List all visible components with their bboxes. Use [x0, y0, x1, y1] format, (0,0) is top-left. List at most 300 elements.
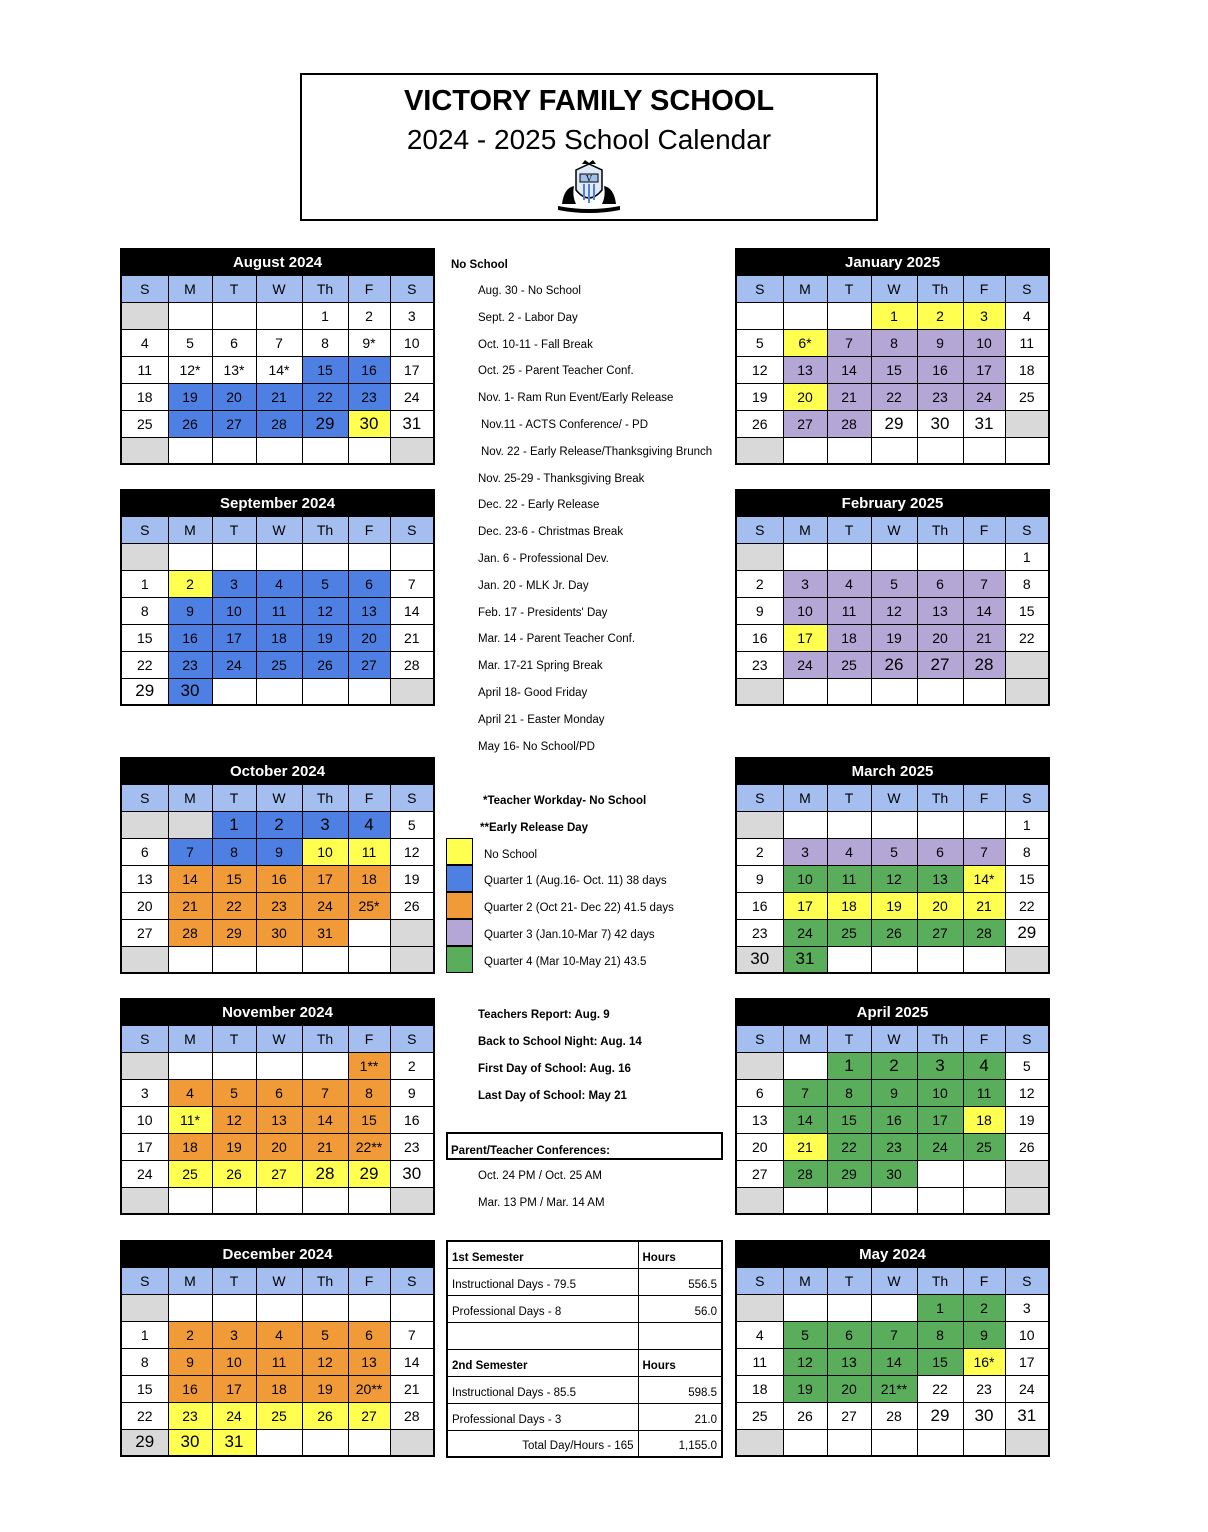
- day-cell: 22: [1005, 624, 1049, 651]
- day-cell: [390, 1187, 434, 1214]
- day-cell: 19: [390, 865, 434, 892]
- weekday-header: S: [1005, 1025, 1049, 1052]
- day-cell: 2: [348, 302, 390, 329]
- day-cell: 22: [917, 1375, 963, 1402]
- weekday-header: S: [121, 516, 168, 543]
- second-instructional-hours: 598.5: [638, 1376, 722, 1403]
- day-cell: 28: [390, 1402, 434, 1429]
- day-cell: 26: [302, 1402, 348, 1429]
- day-cell: 5: [390, 811, 434, 838]
- weekday-header: M: [783, 275, 827, 302]
- day-cell: 15: [871, 356, 917, 383]
- day-cell: 6: [212, 329, 256, 356]
- day-cell: 22: [121, 1402, 168, 1429]
- day-cell: 17: [783, 624, 827, 651]
- day-cell: [871, 1294, 917, 1321]
- day-cell: 6*: [783, 329, 827, 356]
- day-cell: 8: [871, 329, 917, 356]
- day-cell: 18: [168, 1133, 212, 1160]
- day-cell: 23: [390, 1133, 434, 1160]
- day-cell: 10: [121, 1106, 168, 1133]
- day-cell: 16: [736, 892, 783, 919]
- day-cell: 14: [963, 597, 1005, 624]
- day-cell: 13: [917, 597, 963, 624]
- month-title: October 2024: [121, 758, 434, 784]
- day-cell: 11: [827, 865, 871, 892]
- day-cell: 21: [390, 624, 434, 651]
- day-cell: 14*: [256, 356, 302, 383]
- day-cell: [256, 1052, 302, 1079]
- day-cell: 25: [168, 1160, 212, 1187]
- day-cell: 15: [917, 1348, 963, 1375]
- day-cell: 30: [256, 919, 302, 946]
- day-cell: 1: [827, 1052, 871, 1079]
- day-cell: 14: [302, 1106, 348, 1133]
- day-cell: [917, 811, 963, 838]
- day-cell: 28: [168, 919, 212, 946]
- day-cell: 13: [917, 865, 963, 892]
- day-cell: [963, 946, 1005, 973]
- day-cell: 27: [917, 919, 963, 946]
- day-cell: 28: [256, 410, 302, 437]
- day-cell: 27: [783, 410, 827, 437]
- day-cell: [212, 1294, 256, 1321]
- day-cell: [827, 302, 871, 329]
- no-school-item: Nov.11 - ACTS Conference/ - PD: [481, 419, 649, 431]
- day-cell: [963, 437, 1005, 464]
- day-cell: [783, 437, 827, 464]
- day-cell: 4: [827, 570, 871, 597]
- day-cell: 29: [1005, 919, 1049, 946]
- month-title: December 2024: [121, 1241, 434, 1267]
- day-cell: [302, 1052, 348, 1079]
- day-cell: [963, 678, 1005, 705]
- day-cell: 4: [256, 570, 302, 597]
- second-professional-days: Professional Days - 3: [447, 1403, 638, 1430]
- day-cell: 20: [256, 1133, 302, 1160]
- day-cell: [736, 1187, 783, 1214]
- spacer-cell: [447, 1322, 638, 1349]
- weekday-header: F: [348, 1025, 390, 1052]
- day-cell: 1: [917, 1294, 963, 1321]
- day-cell: 8: [1005, 838, 1049, 865]
- day-cell: 16: [390, 1106, 434, 1133]
- day-cell: 9: [736, 597, 783, 624]
- day-cell: 11: [963, 1079, 1005, 1106]
- day-cell: 14: [871, 1348, 917, 1375]
- day-cell: [212, 946, 256, 973]
- day-cell: 27: [212, 410, 256, 437]
- month-title: February 2025: [736, 490, 1049, 516]
- day-cell: 19: [783, 1375, 827, 1402]
- day-cell: [917, 946, 963, 973]
- day-cell: 13: [256, 1106, 302, 1133]
- conference-date: Oct. 24 PM / Oct. 25 AM: [478, 1170, 602, 1182]
- day-cell: 18: [827, 624, 871, 651]
- weekday-header: F: [348, 1267, 390, 1294]
- day-cell: 3: [390, 302, 434, 329]
- month-calendar-nov: [120, 998, 435, 1215]
- first-instructional-hours: 556.5: [638, 1268, 722, 1295]
- legend-label: No School: [484, 849, 538, 861]
- day-cell: 8: [348, 1079, 390, 1106]
- weekday-header: F: [963, 1025, 1005, 1052]
- weekday-header: F: [348, 516, 390, 543]
- month-title: April 2025: [736, 999, 1049, 1025]
- legend-label: Quarter 2 (Oct 21- Dec 22) 41.5 days: [484, 902, 674, 914]
- day-cell: [121, 946, 168, 973]
- day-cell: 21: [963, 892, 1005, 919]
- day-cell: 6: [348, 570, 390, 597]
- day-cell: 16*: [963, 1348, 1005, 1375]
- day-cell: [302, 437, 348, 464]
- day-cell: [302, 1294, 348, 1321]
- first-professional-days: Professional Days - 8: [447, 1295, 638, 1322]
- weekday-header: S: [1005, 1267, 1049, 1294]
- weekday-header: F: [348, 275, 390, 302]
- day-cell: 20**: [348, 1375, 390, 1402]
- weekday-header: S: [1005, 275, 1049, 302]
- day-cell: 20: [348, 624, 390, 651]
- day-cell: [256, 1429, 302, 1456]
- no-school-item: Jan. 6 - Professional Dev.: [478, 553, 609, 565]
- day-cell: 10: [917, 1079, 963, 1106]
- no-school-item: Sept. 2 - Labor Day: [478, 311, 578, 324]
- total-hours: 1,155.0: [638, 1430, 722, 1457]
- day-cell: [302, 946, 348, 973]
- total-days-label: Total Day/Hours - 165: [447, 1430, 638, 1457]
- day-cell: 18: [1005, 356, 1049, 383]
- day-cell: [736, 437, 783, 464]
- day-cell: 29: [917, 1402, 963, 1429]
- month-calendar-oct: [120, 757, 435, 974]
- day-cell: [168, 946, 212, 973]
- first-instructional-days: Instructional Days - 79.5: [447, 1268, 638, 1295]
- day-cell: 25: [963, 1133, 1005, 1160]
- day-cell: [256, 946, 302, 973]
- svg-text:V: V: [586, 174, 592, 183]
- weekday-header: Th: [302, 1025, 348, 1052]
- day-cell: [963, 1160, 1005, 1187]
- day-cell: 28: [963, 651, 1005, 678]
- month-calendar-dec: [120, 1240, 435, 1457]
- day-cell: 3: [212, 1321, 256, 1348]
- day-cell: 24: [783, 651, 827, 678]
- month-title: November 2024: [121, 999, 434, 1025]
- day-cell: [390, 543, 434, 570]
- day-cell: [212, 1052, 256, 1079]
- day-cell: [1005, 678, 1049, 705]
- weekday-header: M: [168, 1267, 212, 1294]
- day-cell: 7: [963, 838, 1005, 865]
- day-cell: [736, 811, 783, 838]
- day-cell: 18: [256, 624, 302, 651]
- day-cell: 13: [121, 865, 168, 892]
- day-cell: 21: [963, 624, 1005, 651]
- day-cell: 23: [256, 892, 302, 919]
- day-cell: 27: [917, 651, 963, 678]
- day-cell: 3: [212, 570, 256, 597]
- month-calendar-mar: [735, 757, 1050, 974]
- weekday-header: W: [871, 275, 917, 302]
- weekday-header: S: [390, 784, 434, 811]
- day-cell: 14: [390, 1348, 434, 1375]
- day-cell: 10: [1005, 1321, 1049, 1348]
- day-cell: [212, 543, 256, 570]
- day-cell: 25: [256, 651, 302, 678]
- second-instructional-days: Instructional Days - 85.5: [447, 1376, 638, 1403]
- day-cell: 4: [1005, 302, 1049, 329]
- day-cell: 14: [390, 597, 434, 624]
- legend-swatch-no-school: [446, 838, 473, 865]
- day-cell: 7: [390, 570, 434, 597]
- day-cell: 21: [390, 1375, 434, 1402]
- day-cell: 1: [871, 302, 917, 329]
- no-school-item: May 16- No School/PD: [478, 740, 595, 753]
- day-cell: [871, 1429, 917, 1456]
- day-cell: 30: [963, 1402, 1005, 1429]
- day-cell: 3: [121, 1079, 168, 1106]
- day-cell: 10: [390, 329, 434, 356]
- weekday-header: S: [121, 1267, 168, 1294]
- day-cell: 7: [827, 329, 871, 356]
- day-cell: [212, 302, 256, 329]
- day-cell: 29: [827, 1160, 871, 1187]
- day-cell: [1005, 1187, 1049, 1214]
- month-calendar-feb: [735, 489, 1050, 706]
- first-semester-label: 1st Semester: [447, 1241, 638, 1268]
- day-cell: 6: [827, 1321, 871, 1348]
- day-cell: 5: [168, 329, 212, 356]
- day-cell: 23: [917, 383, 963, 410]
- day-cell: 9: [168, 597, 212, 624]
- day-cell: [736, 543, 783, 570]
- day-cell: 8: [121, 1348, 168, 1375]
- weekday-header: F: [348, 784, 390, 811]
- day-cell: 5: [212, 1079, 256, 1106]
- day-cell: 26: [871, 651, 917, 678]
- day-cell: 12: [871, 597, 917, 624]
- conferences-heading: Parent/Teacher Conferences:: [451, 1145, 610, 1157]
- weekday-header: T: [827, 1267, 871, 1294]
- day-cell: [827, 1294, 871, 1321]
- day-cell: 6: [917, 570, 963, 597]
- weekday-header: M: [168, 1025, 212, 1052]
- day-cell: 26: [168, 410, 212, 437]
- day-cell: 21: [302, 1133, 348, 1160]
- day-cell: 3: [917, 1052, 963, 1079]
- day-cell: [302, 1187, 348, 1214]
- day-cell: [212, 437, 256, 464]
- day-cell: 16: [917, 356, 963, 383]
- day-cell: [783, 1294, 827, 1321]
- day-cell: 28: [390, 651, 434, 678]
- conferences-box: [446, 1132, 723, 1160]
- day-cell: 8: [827, 1079, 871, 1106]
- legend-swatch-quarter3: [446, 919, 473, 946]
- weekday-header: T: [827, 784, 871, 811]
- no-school-item: Mar. 17-21 Spring Break: [478, 660, 603, 673]
- day-cell: [121, 1294, 168, 1321]
- day-cell: 27: [348, 1402, 390, 1429]
- day-cell: [390, 437, 434, 464]
- day-cell: [256, 1294, 302, 1321]
- month-calendar-jan: [735, 248, 1050, 465]
- day-cell: 20: [783, 383, 827, 410]
- day-cell: [1005, 946, 1049, 973]
- day-cell: 18: [348, 865, 390, 892]
- day-cell: [168, 1052, 212, 1079]
- day-cell: 3: [302, 811, 348, 838]
- weekday-header: M: [168, 784, 212, 811]
- month-title: January 2025: [736, 249, 1049, 275]
- day-cell: [121, 437, 168, 464]
- day-cell: 22: [871, 383, 917, 410]
- day-cell: 6: [917, 838, 963, 865]
- day-cell: 11: [348, 838, 390, 865]
- day-cell: 13: [827, 1348, 871, 1375]
- weekday-header: F: [963, 1267, 1005, 1294]
- legend-swatch-quarter4: [446, 946, 473, 973]
- weekday-header: W: [256, 1025, 302, 1052]
- day-cell: 29: [871, 410, 917, 437]
- day-cell: 2: [168, 1321, 212, 1348]
- day-cell: 26: [390, 892, 434, 919]
- day-cell: 2: [168, 570, 212, 597]
- day-cell: 10: [212, 597, 256, 624]
- day-cell: 20: [917, 892, 963, 919]
- day-cell: 31: [212, 1429, 256, 1456]
- day-cell: 7: [783, 1079, 827, 1106]
- day-cell: 12: [302, 597, 348, 624]
- day-cell: 3: [963, 302, 1005, 329]
- day-cell: 5: [871, 570, 917, 597]
- weekday-header: W: [256, 516, 302, 543]
- day-cell: 3: [783, 570, 827, 597]
- day-cell: [871, 437, 917, 464]
- day-cell: 28: [827, 410, 871, 437]
- day-cell: 12: [871, 865, 917, 892]
- day-cell: 2: [256, 811, 302, 838]
- day-cell: [348, 1187, 390, 1214]
- day-cell: 20: [827, 1375, 871, 1402]
- day-cell: 26: [783, 1402, 827, 1429]
- day-cell: 24: [302, 892, 348, 919]
- weekday-header: Th: [302, 1267, 348, 1294]
- weekday-header: Th: [302, 275, 348, 302]
- day-cell: [390, 678, 434, 705]
- day-cell: 31: [302, 919, 348, 946]
- day-cell: 16: [256, 865, 302, 892]
- day-cell: [736, 1052, 783, 1079]
- weekday-header: M: [783, 1267, 827, 1294]
- day-cell: 21: [256, 383, 302, 410]
- day-cell: 15: [121, 1375, 168, 1402]
- weekday-header: F: [963, 784, 1005, 811]
- day-cell: [1005, 651, 1049, 678]
- weekday-header: T: [212, 1025, 256, 1052]
- day-cell: 25: [1005, 383, 1049, 410]
- day-cell: 21: [827, 383, 871, 410]
- no-school-item: Nov. 22 - Early Release/Thanksgiving Brunch: [481, 445, 713, 458]
- day-cell: [212, 678, 256, 705]
- day-cell: [871, 543, 917, 570]
- weekday-header: Th: [917, 1267, 963, 1294]
- day-cell: 26: [871, 919, 917, 946]
- no-school-heading: No School: [451, 259, 508, 271]
- day-cell: 8: [917, 1321, 963, 1348]
- weekday-header: W: [256, 1267, 302, 1294]
- day-cell: 4: [963, 1052, 1005, 1079]
- day-cell: 17: [302, 865, 348, 892]
- day-cell: 16: [871, 1106, 917, 1133]
- day-cell: [783, 1052, 827, 1079]
- day-cell: 10: [212, 1348, 256, 1375]
- day-cell: [827, 437, 871, 464]
- day-cell: [302, 678, 348, 705]
- day-cell: 9: [963, 1321, 1005, 1348]
- day-cell: 4: [121, 329, 168, 356]
- weekday-header: S: [121, 275, 168, 302]
- day-cell: [963, 811, 1005, 838]
- no-school-item: Nov. 1- Ram Run Event/Early Release: [478, 392, 674, 405]
- day-cell: 9: [390, 1079, 434, 1106]
- day-cell: 2: [736, 570, 783, 597]
- weekday-header: S: [390, 516, 434, 543]
- day-cell: 19: [168, 383, 212, 410]
- day-cell: 30: [168, 1429, 212, 1456]
- weekday-header: M: [783, 516, 827, 543]
- weekday-header: S: [390, 1267, 434, 1294]
- day-cell: 8: [302, 329, 348, 356]
- day-cell: 3: [783, 838, 827, 865]
- weekday-header: S: [1005, 516, 1049, 543]
- day-cell: 23: [168, 651, 212, 678]
- day-cell: 22: [1005, 892, 1049, 919]
- month-calendar-sep: [120, 489, 435, 706]
- no-school-item: Aug. 30 - No School: [478, 285, 581, 297]
- day-cell: 8: [212, 838, 256, 865]
- day-cell: [348, 946, 390, 973]
- month-calendar-aug: [120, 248, 435, 465]
- day-cell: [827, 1429, 871, 1456]
- day-cell: 10: [783, 865, 827, 892]
- day-cell: 24: [121, 1160, 168, 1187]
- weekday-header: S: [121, 784, 168, 811]
- day-cell: 27: [348, 651, 390, 678]
- day-cell: 15: [212, 865, 256, 892]
- legend-swatch-quarter1: [446, 865, 473, 892]
- day-cell: 5: [302, 1321, 348, 1348]
- school-name: VICTORY FAMILY SCHOOL: [403, 85, 775, 117]
- day-cell: 19: [302, 1375, 348, 1402]
- weekday-header: S: [1005, 784, 1049, 811]
- day-cell: [168, 437, 212, 464]
- day-cell: 1**: [348, 1052, 390, 1079]
- weekday-header: S: [736, 1267, 783, 1294]
- weekday-header: T: [212, 784, 256, 811]
- no-school-item: April 18- Good Friday: [478, 687, 588, 699]
- day-cell: 29: [212, 919, 256, 946]
- day-cell: 13: [783, 356, 827, 383]
- day-cell: 25: [256, 1402, 302, 1429]
- teacher-workday-note: *Teacher Workday- No School: [483, 795, 647, 807]
- day-cell: 11: [736, 1348, 783, 1375]
- day-cell: 19: [736, 383, 783, 410]
- day-cell: 16: [736, 624, 783, 651]
- day-cell: 26: [212, 1160, 256, 1187]
- weekday-header: T: [212, 516, 256, 543]
